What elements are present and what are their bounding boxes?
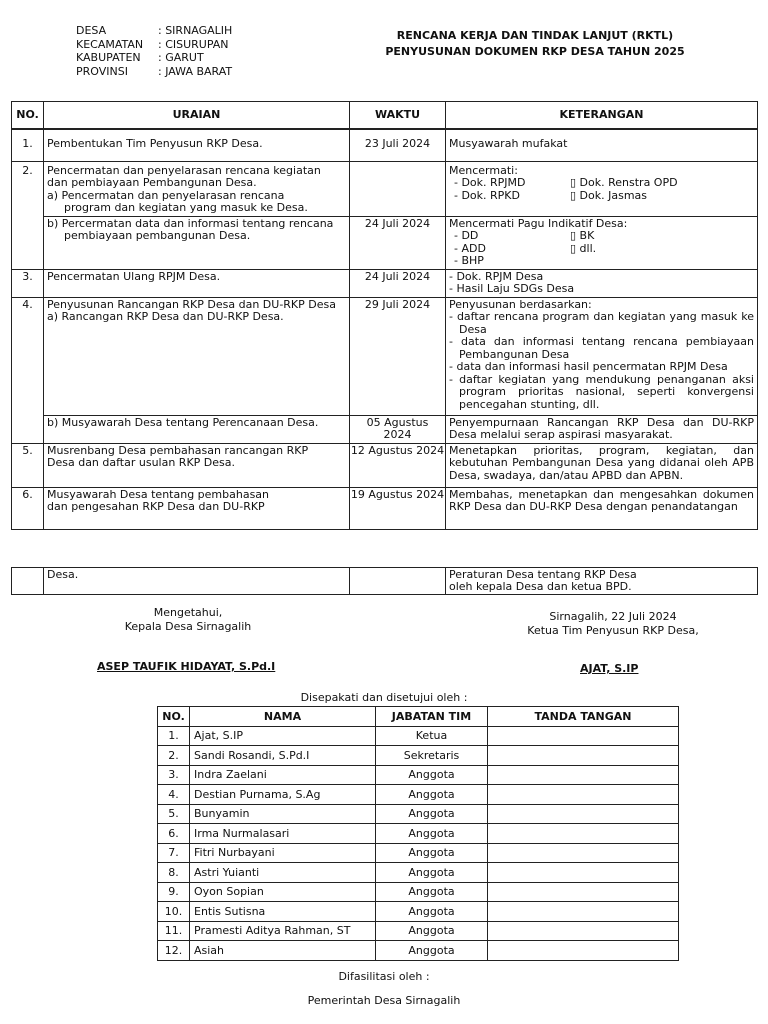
header-nama: NAMA xyxy=(190,707,376,727)
team-row xyxy=(158,746,679,766)
team-cell-jabatan: Anggota xyxy=(376,863,488,883)
location-row: PROVINSI : JAWA BARAT xyxy=(76,64,233,78)
team-row xyxy=(158,902,679,922)
signature-left-name: ASEP TAUFIK HIDAYAT, S.Pd.I xyxy=(97,660,276,673)
team-row xyxy=(158,921,679,941)
team-cell-no: 7. xyxy=(158,843,190,863)
team-cell-nama: Sandi Rosandi, S.Pd.I xyxy=(190,746,376,766)
team-cell-nama: Pramesti Aditya Rahman, ST xyxy=(190,921,376,941)
header-jabatan: JABATAN TIM xyxy=(376,707,488,727)
team-row xyxy=(158,863,679,883)
header-ttd: TANDA TANGAN xyxy=(488,707,679,727)
team-cell-jabatan: Anggota xyxy=(376,824,488,844)
team-row xyxy=(158,824,679,844)
signature-cell xyxy=(488,746,679,766)
facilitator: Pemerintah Desa Sirnagalih xyxy=(307,994,461,1007)
team-cell-no: 5. xyxy=(158,804,190,824)
team-row xyxy=(158,804,679,824)
team-row xyxy=(158,785,679,805)
team-cell-nama: Oyon Sopian xyxy=(190,882,376,902)
team-cell-jabatan: Anggota xyxy=(376,843,488,863)
team-cell-no: 2. xyxy=(158,746,190,766)
facilitated-label: Difasilitasi oleh : xyxy=(338,970,430,983)
agreed-label: Disepakati dan disetujui oleh : xyxy=(300,691,468,704)
team-cell-nama: Astri Yuianti xyxy=(190,863,376,883)
signature-cell xyxy=(488,921,679,941)
signature-right: Sirnagalih, 22 Juli 2024 Ketua Tim Penyusun RKP Desa, xyxy=(527,610,699,637)
location-row: DESA : SIRNAGALIH xyxy=(76,24,233,37)
team-cell-jabatan: Sekretaris xyxy=(376,746,488,766)
team-cell-jabatan: Anggota xyxy=(376,882,488,902)
team-row xyxy=(158,882,679,902)
table-row: 6. Musyawarah Desa tentang pembahasan dan pengesahan RKP Desa dan DU-RKP 19 Agustus 2024 Membahas, menetapkan dan mengesahkan dokumen RKP Desa dan DU-RKP Desa dengan penandatangan xyxy=(12,487,758,529)
header-no: NO. xyxy=(158,707,190,727)
team-header-row xyxy=(158,707,679,727)
team-cell-nama: Ajat, S.IP xyxy=(190,726,376,746)
team-cell-jabatan: Anggota xyxy=(376,941,488,961)
team-cell-no: 1. xyxy=(158,726,190,746)
signature-cell xyxy=(488,726,679,746)
signature-cell xyxy=(488,824,679,844)
header-waktu: WAKTU xyxy=(350,102,446,130)
table-row: 4. Penyusunan Rancangan RKP Desa dan DU-RKP Desa a) Rancangan RKP Desa dan DU-RKP Desa. 29 Juli 2024 Penyusunan berdasarkan: - daftar rencana program dan kegiatan yang masuk ke Desa - data dan informasi tentang rencana pembiayaan Pembangunan Desa - data dan informasi hasil pencermatan RPJM Desa - daftar kegiatan yang mendukung penanganan aksi program prioritas nasional, seperti konvergensi pencegahan stunting, dll. xyxy=(12,297,758,415)
location-row: KECAMATAN : CISURUPAN xyxy=(76,37,229,51)
signature-cell xyxy=(488,882,679,902)
team-rows xyxy=(158,726,679,960)
team-cell-jabatan: Anggota xyxy=(376,902,488,922)
signature-cell xyxy=(488,902,679,922)
signature-right-name: AJAT, S.IP xyxy=(580,662,639,675)
table-row: b) Percermatan data dan informasi tentang rencana pembiayaan pembangunan Desa. 24 Juli 2024 Mencermati Pagu Indikatif Desa: - DD ▯ BK - ADD ▯ dll. - BHP xyxy=(12,216,758,269)
team-cell-jabatan: Anggota xyxy=(376,804,488,824)
team-cell-nama: Bunyamin xyxy=(190,804,376,824)
signature-cell xyxy=(488,785,679,805)
team-cell-nama: Fitri Nurbayani xyxy=(190,843,376,863)
signature-cell xyxy=(488,765,679,785)
team-cell-no: 9. xyxy=(158,882,190,902)
team-cell-no: 10. xyxy=(158,902,190,922)
team-cell-nama: Entis Sutisna xyxy=(190,902,376,922)
table-row: 1. Pembentukan Tim Penyusun RKP Desa. 23 Juli 2024 Musyawarah mufakat xyxy=(12,129,758,161)
team-cell-no: 3. xyxy=(158,765,190,785)
team-cell-no: 8. xyxy=(158,863,190,883)
team-row xyxy=(158,941,679,961)
header-no: NO. xyxy=(12,102,44,130)
header-uraian: URAIAN xyxy=(44,102,350,130)
team-cell-jabatan: Anggota xyxy=(376,765,488,785)
team-cell-nama: Asiah xyxy=(190,941,376,961)
location-row: KABUPATEN : GARUT xyxy=(76,51,204,64)
header-keterangan: KETERANGAN xyxy=(446,102,758,130)
team-cell-nama: Indra Zaelani xyxy=(190,765,376,785)
table-row: b) Musyawarah Desa tentang Perencanaan Desa. 05 Agustus 2024 Penyempurnaan Rancangan RKP Desa dan DU-RKP Desa melalui serap aspirasi masyarakat. xyxy=(12,415,758,443)
signature-cell xyxy=(488,941,679,961)
team-row xyxy=(158,843,679,863)
team-table xyxy=(157,706,679,961)
table-row: 2. Pencermatan dan penyelarasan rencana kegiatan dan pembiayaan Pembangunan Desa. a) Pencermatan dan penyelarasan rencana program dan kegiatan yang masuk ke Desa. Mencermati: - Dok. RPJMD ▯ Dok. Renstra OPD - Dok. RPKD ▯ Dok. Jasmas xyxy=(12,161,758,216)
team-cell-jabatan: Anggota xyxy=(376,921,488,941)
team-row xyxy=(158,726,679,746)
rktl-table-continuation xyxy=(11,567,758,595)
location-block xyxy=(76,24,232,78)
team-cell-nama: Irma Nurmalasari xyxy=(190,824,376,844)
table-row: Desa. Peraturan Desa tentang RKP Desa oleh kepala Desa dan ketua BPD. xyxy=(12,568,758,595)
team-cell-jabatan: Ketua xyxy=(376,726,488,746)
team-cell-jabatan: Anggota xyxy=(376,785,488,805)
table-header-row xyxy=(12,102,758,130)
document-title: RENCANA KERJA DAN TINDAK LANJUT (RKTL) PENYUSUNAN DOKUMEN RKP DESA TAHUN 2025 xyxy=(385,29,685,58)
signature-cell xyxy=(488,863,679,883)
rktl-table xyxy=(11,101,758,530)
table-row: 5. Musrenbang Desa pembahasan rancangan RKP Desa dan daftar usulan RKP Desa. 12 Agustus 2024 Menetapkan prioritas, program, kegiatan, dan kebutuhan Pembangunan Desa yang didanai oleh APB Desa, swadaya, dan/atau APBD dan APBN. xyxy=(12,443,758,487)
team-cell-no: 11. xyxy=(158,921,190,941)
team-cell-no: 12. xyxy=(158,941,190,961)
signature-cell xyxy=(488,843,679,863)
table-row: 3. Pencermatan Ulang RPJM Desa. 24 Juli 2024 - Dok. RPJM Desa - Hasil Laju SDGs Desa xyxy=(12,269,758,297)
team-cell-nama: Destian Purnama, S.Ag xyxy=(190,785,376,805)
signature-left: Mengetahui, Kepala Desa Sirnagalih xyxy=(124,606,252,633)
signature-cell xyxy=(488,804,679,824)
team-cell-no: 6. xyxy=(158,824,190,844)
team-cell-no: 4. xyxy=(158,785,190,805)
team-row xyxy=(158,765,679,785)
